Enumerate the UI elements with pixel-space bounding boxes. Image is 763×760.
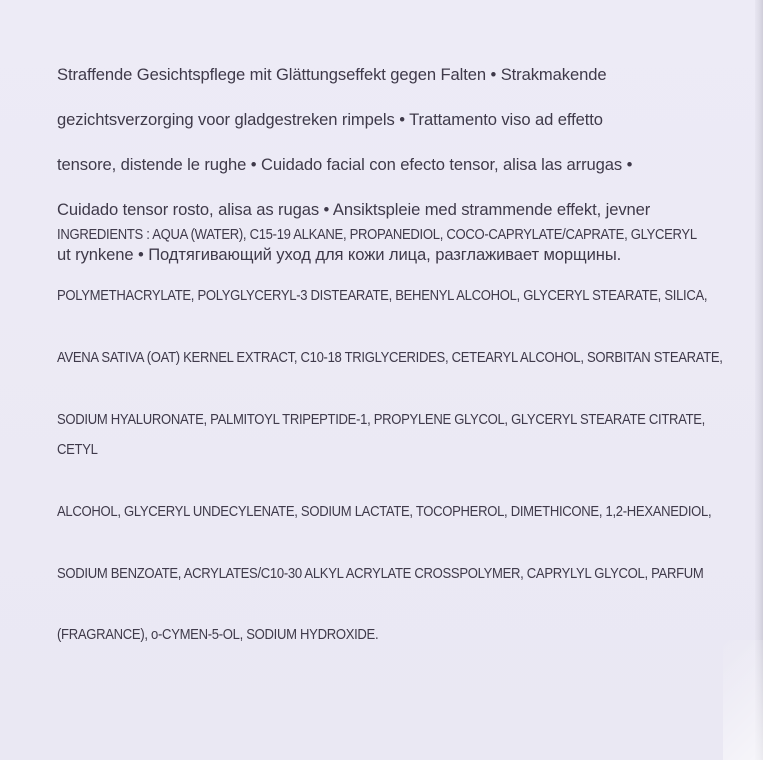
ingredients-line: (FRAGRANCE), o-CYMEN-5-OL, SODIUM HYDROXIDE. xyxy=(57,626,379,644)
description-line: gezichtsverzorging voor gladgestreken rimpels • Trattamento viso ad effetto xyxy=(57,109,603,129)
ingredients-line: ALCOHOL, GLYCERYL UNDECYLENATE, SODIUM LACTATE, TOCOPHEROL, DIMETHICONE, 1,2-HEXANEDIOL, xyxy=(57,502,712,520)
description-line: tensore, distende le rughe • Cuidado facial con efecto tensor, alisa las arrugas • xyxy=(57,154,633,174)
ingredients-line: SODIUM BENZOATE, ACRYLATES/C10-30 ALKYL ACRYLATE CROSSPOLYMER, CAPRYLYL GLYCOL, PARFUM xyxy=(57,564,704,582)
ingredients-line: AVENA SATIVA (OAT) KERNEL EXTRACT, C10-18 TRIGLYCERIDES, CETEARYL ALCOHOL, SORBITAN STEARATE, xyxy=(57,348,723,366)
description-line: ut rynkene • Подтягивающий уход для кожи лица, разглаживает морщины. xyxy=(57,245,622,265)
description-line: Cuidado tensor rosto, alisa as rugas • Ansiktspleie med strammende effekt, jevner xyxy=(57,200,651,220)
description-line: Straffende Gesichtspflege mit Glättungseffekt gegen Falten • Strakmakende xyxy=(57,64,607,84)
ingredients-list xyxy=(57,189,745,682)
ingredients-line: POLYMETHACRYLATE, POLYGLYCERYL-3 DISTEARATE, BEHENYL ALCOHOL, GLYCERYL STEARATE, SILICA, xyxy=(57,287,708,305)
ingredients-line: INGREDIENTS : AQUA (WATER), C15-19 ALKANE, PROPANEDIOL, COCO-CAPRYLATE/CAPRATE, GLYCERYL xyxy=(57,225,697,243)
ingredients-line: SODIUM HYALURONATE, PALMITOYL TRIPEPTIDE-1, PROPYLENE GLYCOL, GLYCERYL STEARATE CITRATE, CETYL xyxy=(57,410,706,459)
